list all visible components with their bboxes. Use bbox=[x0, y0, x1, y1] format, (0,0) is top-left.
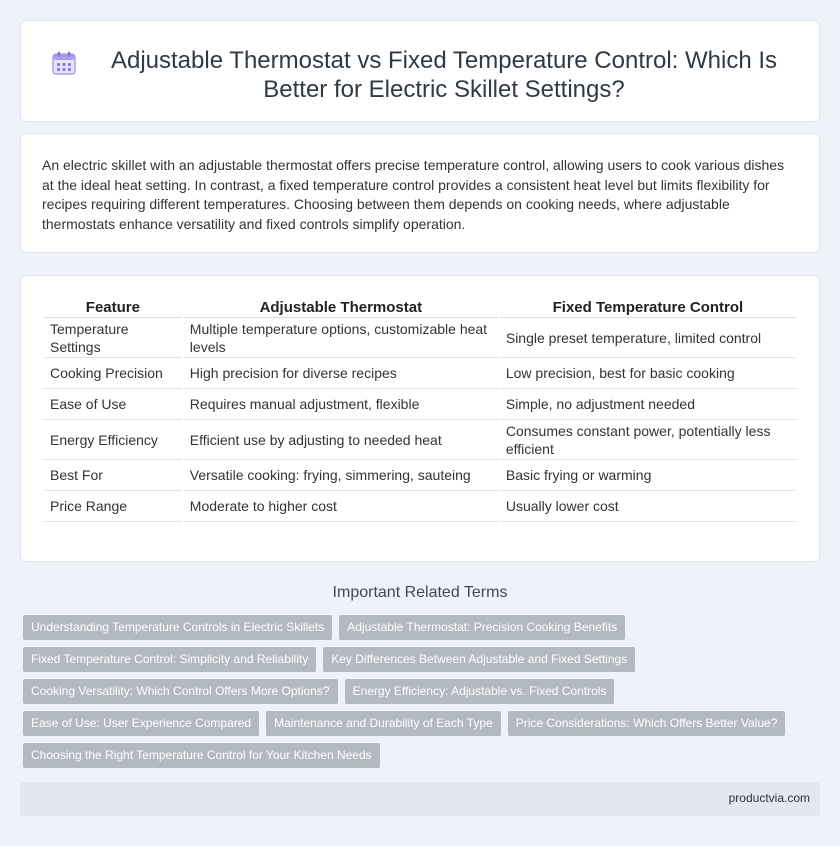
intro-paragraph: An electric skillet with an adjustable thermostat offers precise temperature control, allowing users to cook various dishes at the ideal heat setting. In contrast, a fixed temperature control provides a consistent heat level but limits flexibility for recipes requiring different temperatures. Choosing between them depends on cooking needs, where adjustable thermostats enhance versatility and fixed controls simplify operation. bbox=[42, 157, 785, 232]
table-row bbox=[44, 318, 796, 358]
calendar-icon bbox=[51, 50, 77, 76]
table-cell: Low precision, best for basic cooking bbox=[500, 358, 796, 389]
header-feature: Feature bbox=[44, 296, 182, 318]
table-cell: High precision for diverse recipes bbox=[184, 358, 498, 389]
table-cell: Requires manual adjustment, flexible bbox=[184, 389, 498, 420]
table-header-row bbox=[44, 296, 796, 318]
table-cell: Moderate to higher cost bbox=[184, 491, 498, 522]
related-term-tag[interactable]: Cooking Versatility: Which Control Offers More Options? bbox=[23, 679, 338, 704]
table-cell: Temperature Settings bbox=[44, 318, 182, 358]
header-fixed: Fixed Temperature Control bbox=[500, 296, 796, 318]
table-cell: Usually lower cost bbox=[500, 491, 796, 522]
table-cell: Ease of Use bbox=[44, 389, 182, 420]
intro-card bbox=[20, 133, 820, 253]
title-card bbox=[20, 20, 820, 122]
table-row bbox=[44, 420, 796, 460]
table-row bbox=[44, 491, 796, 522]
page-title: Adjustable Thermostat vs Fixed Temperature Control: Which Is Better for Electric Skillet Settings? bbox=[110, 47, 778, 103]
comparison-table bbox=[42, 296, 798, 522]
table-cell: Single preset temperature, limited control bbox=[500, 318, 796, 358]
table-cell: Best For bbox=[44, 460, 182, 491]
site-name[interactable]: productvia.com bbox=[728, 791, 810, 805]
related-terms-list bbox=[23, 615, 813, 775]
table-row bbox=[44, 460, 796, 491]
table-cell: Efficient use by adjusting to needed heat bbox=[184, 420, 498, 460]
comparison-card bbox=[20, 275, 820, 562]
related-term-tag[interactable]: Fixed Temperature Control: Simplicity and Reliability bbox=[23, 647, 316, 672]
related-term-tag[interactable]: Key Differences Between Adjustable and Fixed Settings bbox=[323, 647, 635, 672]
related-term-tag[interactable]: Energy Efficiency: Adjustable vs. Fixed Controls bbox=[345, 679, 615, 704]
table-cell: Basic frying or warming bbox=[500, 460, 796, 491]
related-term-tag[interactable]: Price Considerations: Which Offers Better Value? bbox=[508, 711, 786, 736]
table-cell: Price Range bbox=[44, 491, 182, 522]
table-cell: Cooking Precision bbox=[44, 358, 182, 389]
related-term-tag[interactable]: Understanding Temperature Controls in Electric Skillets bbox=[23, 615, 332, 640]
header bbox=[21, 21, 819, 104]
table-row bbox=[44, 358, 796, 389]
table-cell: Multiple temperature options, customizable heat levels bbox=[184, 318, 498, 358]
related-terms-heading: Important Related Terms bbox=[332, 584, 508, 601]
footer bbox=[20, 782, 820, 816]
table-cell: Simple, no adjustment needed bbox=[500, 389, 796, 420]
related-term-tag[interactable]: Ease of Use: User Experience Compared bbox=[23, 711, 259, 736]
related-term-tag[interactable]: Choosing the Right Temperature Control for Your Kitchen Needs bbox=[23, 743, 380, 768]
related-term-tag[interactable]: Maintenance and Durability of Each Type bbox=[266, 711, 501, 736]
related-term-tag[interactable]: Adjustable Thermostat: Precision Cooking Benefits bbox=[339, 615, 625, 640]
table-row bbox=[44, 389, 796, 420]
table-cell: Versatile cooking: frying, simmering, sauteing bbox=[184, 460, 498, 491]
table-cell: Consumes constant power, potentially less efficient bbox=[500, 420, 796, 460]
header-adjustable: Adjustable Thermostat bbox=[184, 296, 498, 318]
table-cell: Energy Efficiency bbox=[44, 420, 182, 460]
